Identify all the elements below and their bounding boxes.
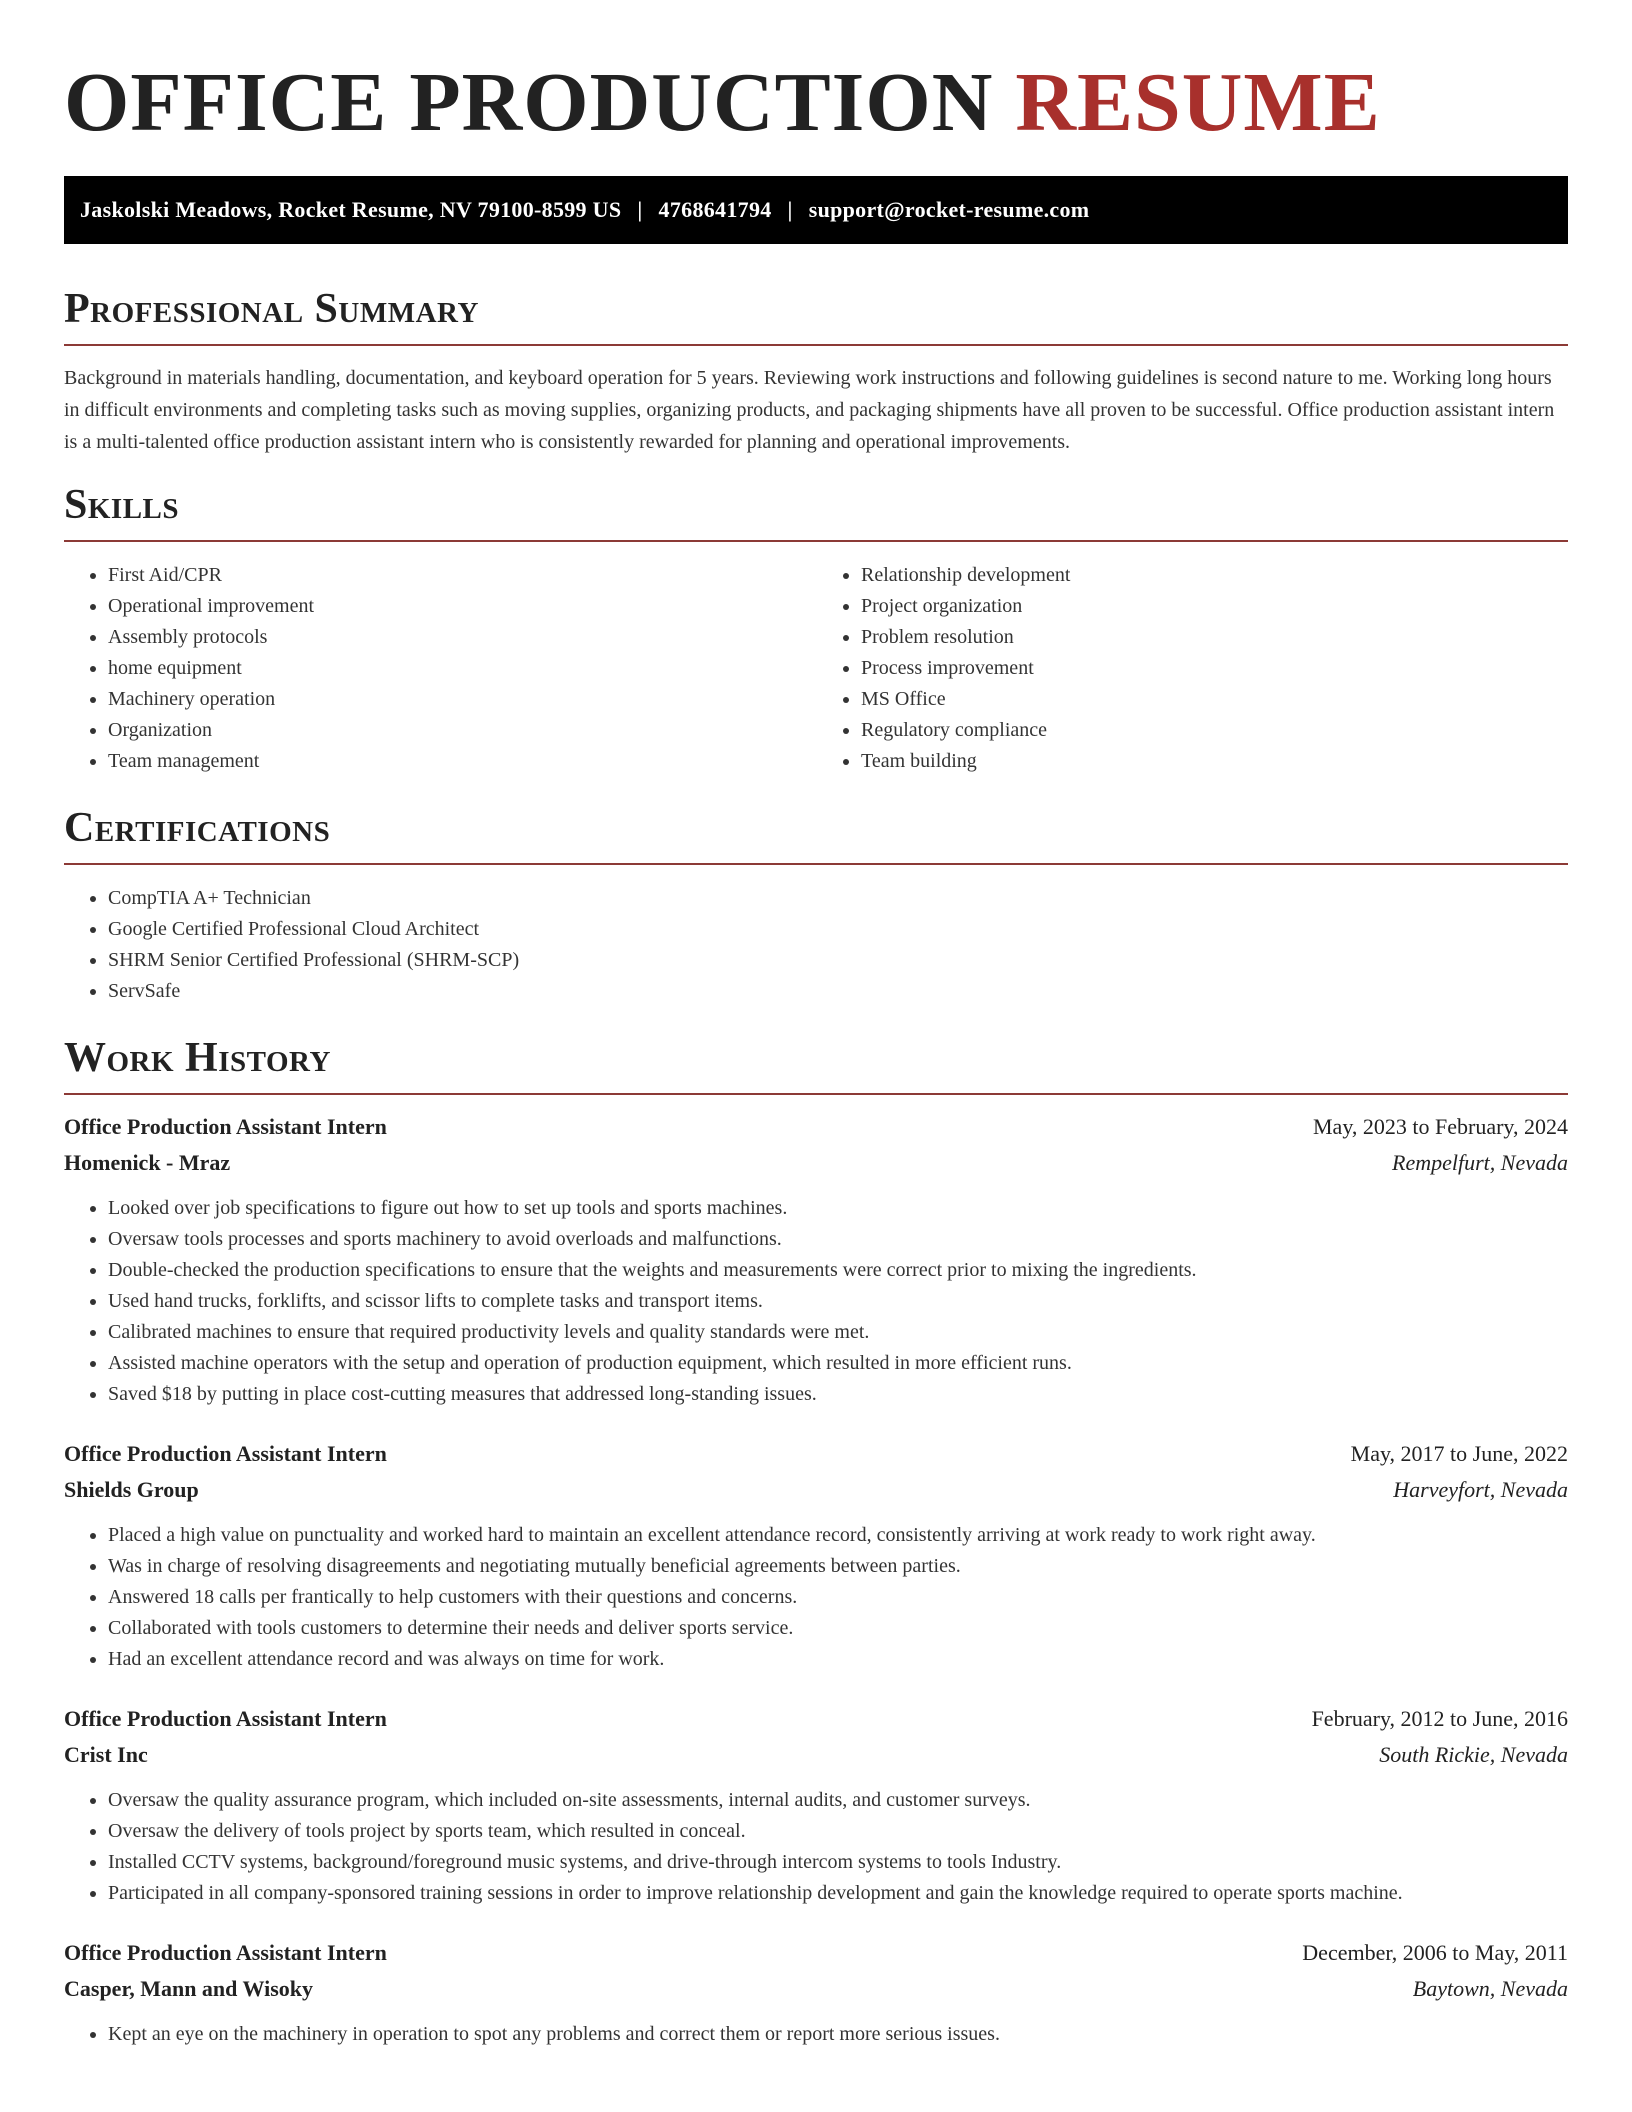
- certifications-list: [64, 883, 1568, 1007]
- certification-item: • Google Certified Professional Cloud Architect: [108, 914, 1568, 945]
- job-duty-item: • Looked over job specifications to figure out how to set up tools and sports machines.: [108, 1193, 1568, 1224]
- resume-title: [64, 58, 1568, 148]
- job-company: Homenick - Mraz: [64, 1150, 231, 1175]
- job-duty-item: • Installed CCTV systems, background/foreground music systems, and drive-through intercom systems to tools Industry.: [108, 1847, 1568, 1878]
- job-dates: May, 2023 to February, 2024: [1313, 1114, 1568, 1139]
- job-duties-list: [64, 2019, 1568, 2050]
- job-duty-item: • Used hand trucks, forklifts, and scissor lifts to complete tasks and transport items.: [108, 1286, 1568, 1317]
- jobs-container: [64, 1109, 1568, 2050]
- summary-section: [64, 284, 1568, 458]
- certifications-section: [64, 803, 1568, 1007]
- title-accent: RESUME: [1015, 56, 1381, 149]
- job-header-row: [64, 1436, 1568, 1472]
- skills-grid: [64, 542, 1568, 777]
- job-company: Shields Group: [64, 1477, 199, 1502]
- job-duty-item: • Collaborated with tools customers to determine their needs and deliver sports service.: [108, 1613, 1568, 1644]
- skill-item: • MS Office: [861, 684, 1568, 715]
- skill-item: • First Aid/CPR: [108, 560, 815, 591]
- job-duty-item: • Oversaw tools processes and sports machinery to avoid overloads and malfunctions.: [108, 1224, 1568, 1255]
- job-company-row: [64, 1145, 1568, 1181]
- job-duty-item: • Oversaw the quality assurance program, which included on-site assessments, internal audits, and customer surveys.: [108, 1785, 1568, 1816]
- job-location: Baytown, Nevada: [1412, 1976, 1568, 2001]
- skill-item: • Project organization: [861, 591, 1568, 622]
- job-header-row: [64, 1109, 1568, 1145]
- job-dates: May, 2017 to June, 2022: [1350, 1441, 1568, 1466]
- job-duty-item: • Placed a high value on punctuality and worked hard to maintain an excellent attendance record, consistently arriving at work ready to work right away.: [108, 1520, 1568, 1551]
- job-entry: [64, 1701, 1568, 1909]
- skill-item: • Process improvement: [861, 653, 1568, 684]
- certification-item: • CompTIA A+ Technician: [108, 883, 1568, 914]
- job-header-row: [64, 1701, 1568, 1737]
- job-company: Crist Inc: [64, 1742, 148, 1767]
- job-location: South Rickie, Nevada: [1379, 1742, 1568, 1767]
- section-heading-work-history: Work History: [64, 1033, 1568, 1095]
- skill-item: • Problem resolution: [861, 622, 1568, 653]
- job-entry: [64, 1109, 1568, 1410]
- job-location: Rempelfurt, Nevada: [1392, 1150, 1568, 1175]
- job-title: Office Production Assistant Intern: [64, 1441, 387, 1466]
- job-duty-item: • Calibrated machines to ensure that required productivity levels and quality standards were met.: [108, 1317, 1568, 1348]
- job-company-row: [64, 1737, 1568, 1773]
- job-dates: December, 2006 to May, 2011: [1302, 1940, 1568, 1965]
- skills-list-right: [815, 560, 1568, 777]
- job-duties-list: [64, 1193, 1568, 1410]
- skill-item: • Assembly protocols: [108, 622, 815, 653]
- job-title: Office Production Assistant Intern: [64, 1940, 387, 1965]
- section-heading-certifications: Certifications: [64, 803, 1568, 865]
- skill-item: • Team building: [861, 746, 1568, 777]
- job-title: Office Production Assistant Intern: [64, 1706, 387, 1731]
- job-company: Casper, Mann and Wisoky: [64, 1976, 314, 2001]
- job-duty-item: • Answered 18 calls per frantically to help customers with their questions and concerns.: [108, 1582, 1568, 1613]
- contact-phone: 4768641794: [658, 197, 772, 222]
- contact-address: Jaskolski Meadows, Rocket Resume, NV 79100-8599 US: [80, 197, 622, 222]
- skill-item: • Team management: [108, 746, 815, 777]
- contact-separator: |: [637, 197, 643, 222]
- job-duty-item: • Participated in all company-sponsored training sessions in order to improve relationship development and gain the knowledge required to operate sports machine.: [108, 1878, 1568, 1909]
- skill-item: • home equipment: [108, 653, 815, 684]
- job-dates: February, 2012 to June, 2016: [1311, 1706, 1568, 1731]
- job-duty-item: • Oversaw the delivery of tools project by sports team, which resulted in conceal.: [108, 1816, 1568, 1847]
- skill-item: • Organization: [108, 715, 815, 746]
- contact-bar: [64, 176, 1568, 244]
- job-duties-list: [64, 1785, 1568, 1909]
- job-duty-item: • Double-checked the production specifications to ensure that the weights and measurements were correct prior to mixing the ingredients.: [108, 1255, 1568, 1286]
- resume-page: [64, 0, 1568, 2050]
- job-company-row: [64, 1971, 1568, 2007]
- job-location: Harveyfort, Nevada: [1393, 1477, 1568, 1502]
- job-entry: [64, 1436, 1568, 1675]
- certification-item: • ServSafe: [108, 976, 1568, 1007]
- skill-item: • Machinery operation: [108, 684, 815, 715]
- job-duty-item: • Had an excellent attendance record and was always on time for work.: [108, 1644, 1568, 1675]
- summary-text: Background in materials handling, documentation, and keyboard operation for 5 years. Reviewing work instructions and following guidelines is second nature to me. Working long hours in difficult environments and completing tasks such as moving supplies, organizing products, and packaging shipments have all proven to be successful. Office production assistant intern is a multi-talented office production assistant intern who is consistently rewarded for planning and operational improvements.: [64, 367, 1555, 453]
- job-company-row: [64, 1472, 1568, 1508]
- job-entry: [64, 1935, 1568, 2050]
- skill-item: • Relationship development: [861, 560, 1568, 591]
- job-duty-item: • Kept an eye on the machinery in operation to spot any problems and correct them or report more serious issues.: [108, 2019, 1568, 2050]
- skills-section: [64, 480, 1568, 777]
- job-title: Office Production Assistant Intern: [64, 1114, 387, 1139]
- job-duty-item: • Saved $18 by putting in place cost-cutting measures that addressed long-standing issues.: [108, 1379, 1568, 1410]
- contact-email: support@rocket-resume.com: [808, 197, 1090, 222]
- job-duty-item: • Was in charge of resolving disagreements and negotiating mutually beneficial agreements between parties.: [108, 1551, 1568, 1582]
- skills-list-left: [64, 560, 815, 777]
- work-history-section: [64, 1033, 1568, 2050]
- title-main: OFFICE PRODUCTION: [64, 56, 994, 149]
- skill-item: • Operational improvement: [108, 591, 815, 622]
- contact-separator: |: [787, 197, 793, 222]
- section-heading-summary: Professional Summary: [64, 284, 1568, 346]
- job-duty-item: • Assisted machine operators with the setup and operation of production equipment, which resulted in more efficient runs.: [108, 1348, 1568, 1379]
- job-duties-list: [64, 1520, 1568, 1675]
- certification-item: • SHRM Senior Certified Professional (SHRM-SCP): [108, 945, 1568, 976]
- section-heading-skills: Skills: [64, 480, 1568, 542]
- skill-item: • Regulatory compliance: [861, 715, 1568, 746]
- job-header-row: [64, 1935, 1568, 1971]
